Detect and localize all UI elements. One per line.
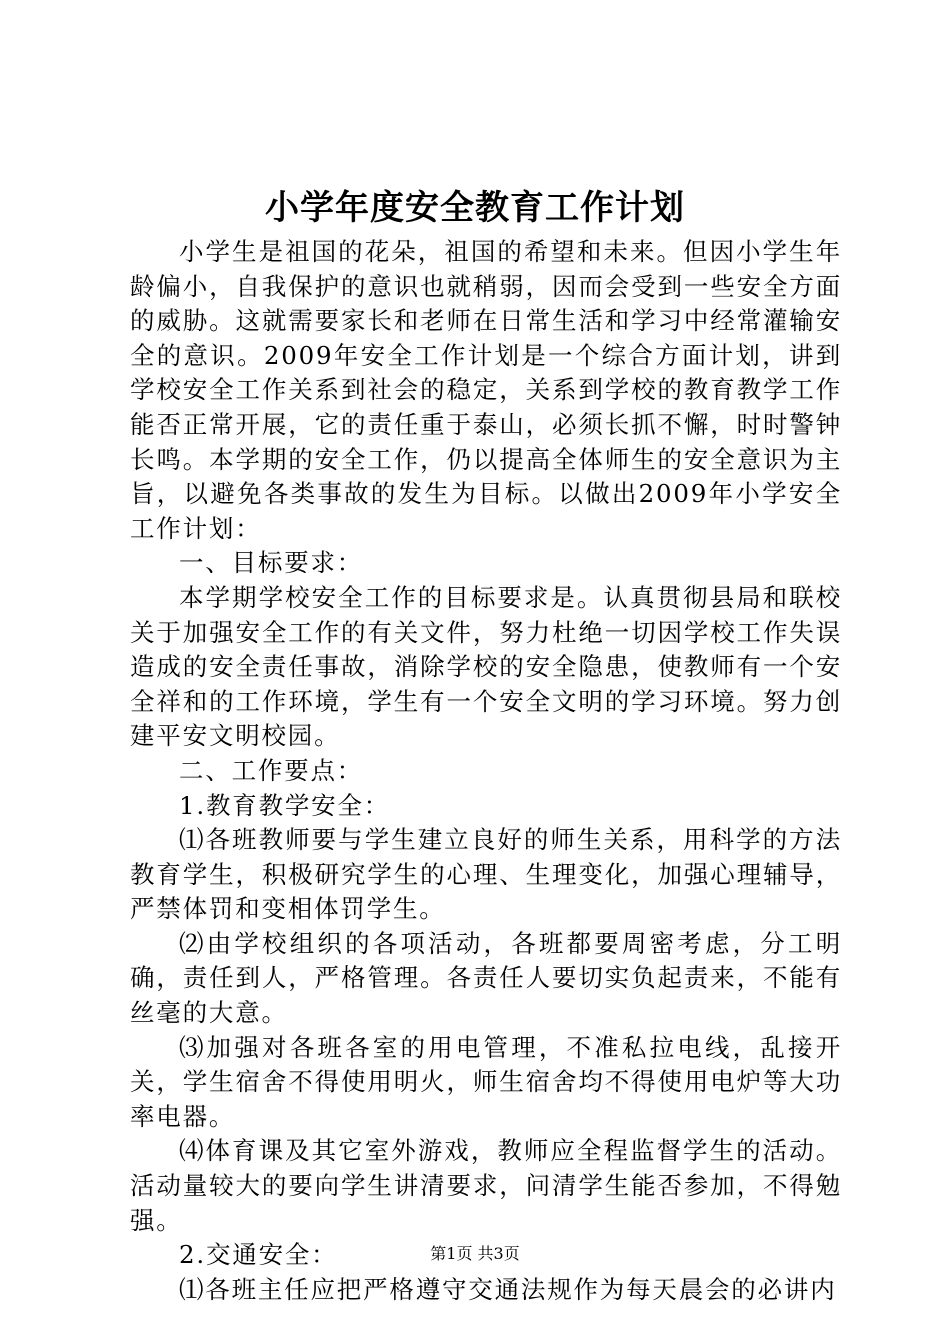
section-heading-goals: 一、目标要求： [179,548,364,578]
subheading-teaching-safety: 1.教育教学安全： [179,790,391,820]
document-body [130,235,842,1307]
teaching-safety-item-4: ⑷体育课及其它室外游戏，教师应全程监督学生的活动。活动量较大的要向学生讲清要求，问清学生能否参加，不得勉强。 [130,1136,842,1235]
intro-paragraph: 小学生是祖国的花朵，祖国的希望和未来。但因小学生年龄偏小，自我保护的意识也就稍弱，因而会受到一些安全方面的威胁。这就需要家长和老师在日常生活和学习中经常灌输安全的意识。2009年安全工作计划是一个综合方面计划，讲到学校安全工作关系到社会的稳定，关系到学校的教育教学工作能否正常开展，它的责任重于泰山，必须长抓不懈，时时警钟长鸣。本学期的安全工作，仍以提高全体师生的安全意识为主旨，以避免各类事故的发生为目标。以做出2009年小学安全工作计划： [130,237,842,543]
subheading-traffic-safety: 2.交通安全： [179,1240,338,1270]
teaching-safety-item-2: ⑵由学校组织的各项活动，各班都要周密考虑，分工明确，责任到人，严格管理。各责任人要切实负起责来，不能有丝毫的大意。 [130,928,842,1028]
page-number-footer: 第1页 共3页 [430,1244,520,1263]
teaching-safety-item-1: ⑴各班教师要与学生建立良好的师生关系，用科学的方法教育学生，积极研究学生的心理、生理变化，加强心理辅导，严禁体罚和变相体罚学生。 [130,825,842,924]
section-heading-key-points: 二、工作要点： [179,755,364,785]
document-title: 小学年度安全教育工作计划 [265,188,685,228]
goals-paragraph: 本学期学校安全工作的目标要求是。认真贯彻县局和联校关于加强安全工作的有关文件，努力杜绝一切因学校工作失误造成的安全责任事故，消除学校的安全隐患，使教师有一个安全祥和的工作环境，学生有一个安全文明的学习环境。努力创建平安文明校园。 [130,582,842,751]
teaching-safety-item-3: ⑶加强对各班各室的用电管理，不准私拉电线，乱接开关，学生宿舍不得使用明火，师生宿舍均不得使用电炉等大功率电器。 [130,1032,842,1131]
traffic-safety-item-1: ⑴各班主任应把严格遵守交通法规作为每天晨会的必讲内 [179,1274,837,1304]
